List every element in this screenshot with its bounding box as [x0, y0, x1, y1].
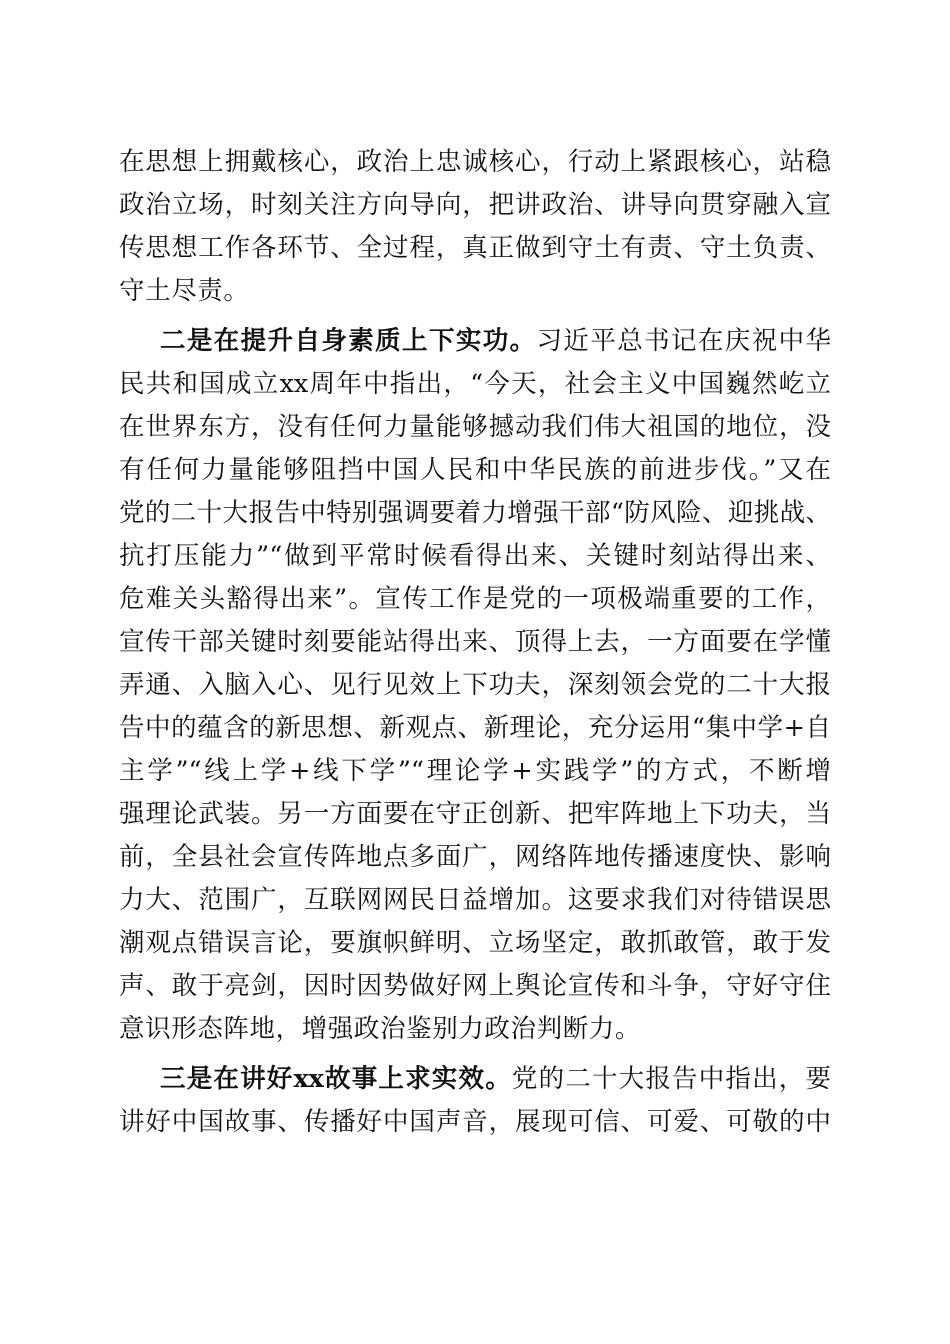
- text-line: 讲好中国故事、传播好中国声音，展现可信、可爱、可敬的中: [119, 1107, 831, 1137]
- text-line: 守土尽责。: [119, 276, 250, 306]
- text-line: 危难关头豁得出来”。宣传工作是党的一项极端重要的工作，: [119, 584, 831, 614]
- text-line: 传思想工作各环节、全过程，真正做到守土有责、守土负责、: [119, 233, 831, 263]
- paragraph-3-first-line: [160, 1059, 831, 1099]
- text-line: 强理论武装。另一方面要在守正创新、把牢阵地上下功夫，当: [119, 799, 831, 829]
- paragraph-2-first-line: [160, 321, 831, 361]
- text-line: 有任何力量能够阻挡中国人民和中华民族的前进步伐。”又在: [119, 455, 831, 485]
- paragraph-2-lead: 习近平总书记在庆祝中华: [536, 326, 831, 356]
- text-line: 民共和国成立xx周年中指出，“今天，社会主义中国巍然屹立: [119, 369, 831, 399]
- text-line: 声、敢于亮剑，因时因势做好网上舆论宣传和斗争，守好守住: [119, 971, 831, 1001]
- paragraph-3-lead: 党的二十大报告中指出，要: [511, 1064, 831, 1094]
- text-line: 潮观点错误言论，要旗帜鲜明、立场坚定，敢抓敢管，敢于发: [119, 928, 831, 958]
- text-line: 弄通、入脑入心、见行见效上下功夫，深刻领会党的二十大报: [119, 670, 831, 700]
- text-line: 主学”“线上学+线下学”“理论学+实践学”的方式，不断增: [119, 756, 831, 786]
- text-line: 宣传干部关键时刻要能站得出来、顶得上去，一方面要在学懂: [119, 627, 831, 657]
- text-line: 在思想上拥戴核心，政治上忠诚核心，行动上紧跟核心，站稳: [119, 147, 831, 177]
- text-line: 政治立场，时刻关注方向导向，把讲政治、讲导向贯穿融入宣: [119, 190, 831, 220]
- text-line: 告中的蕴含的新思想、新观点、新理论，充分运用“集中学+自: [119, 713, 831, 743]
- text-line: 在世界东方，没有任何力量能够撼动我们伟大祖国的地位，没: [119, 412, 831, 442]
- text-line: 意识形态阵地，增强政治鉴别力政治判断力。: [119, 1014, 642, 1044]
- text-line: 党的二十大报告中特别强调要着力增强干部“防风险、迎挑战、: [119, 498, 831, 528]
- paragraph-2-heading: 二是在提升自身素质上下实功。: [160, 326, 537, 356]
- paragraph-3-heading: 三是在讲好xx故事上求实效。: [160, 1064, 512, 1094]
- text-line: 抗打压能力”“做到平常时候看得出来、关键时刻站得出来、: [119, 541, 831, 571]
- text-line: 前，全县社会宣传阵地点多面广，网络阵地传播速度快、影响: [119, 842, 831, 872]
- text-line: 力大、范围广，互联网网民日益增加。这要求我们对待错误思: [119, 885, 831, 915]
